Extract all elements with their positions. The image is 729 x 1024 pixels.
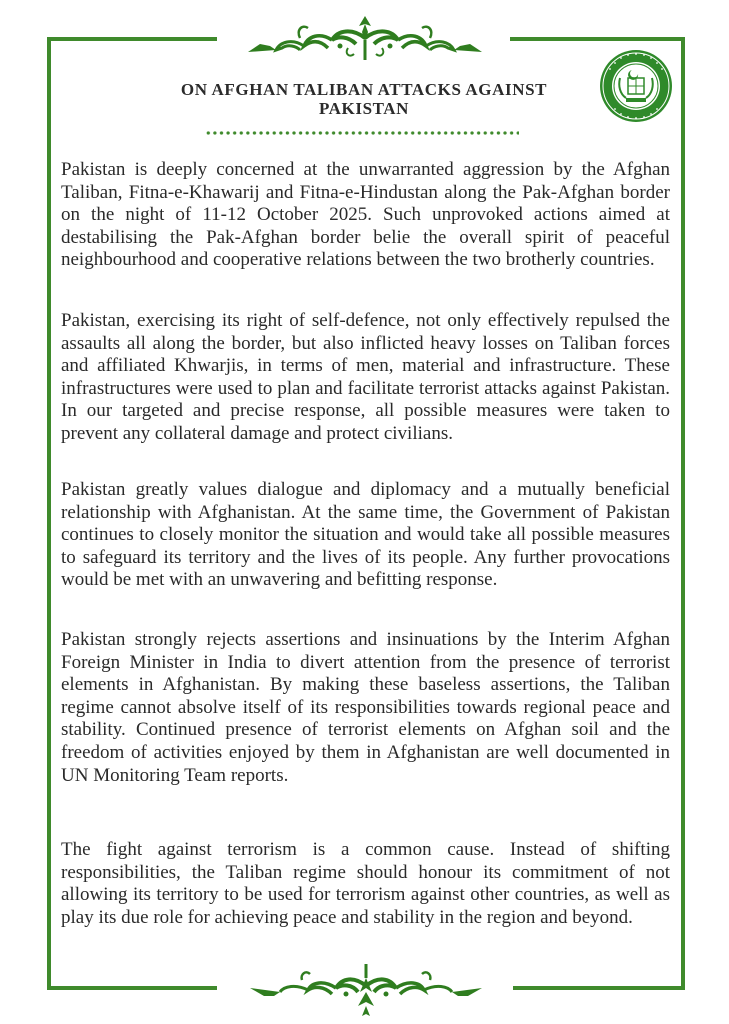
frame-left [47,37,51,990]
dotted-divider [205,131,519,135]
frame-right [681,37,685,990]
paragraph-2: Pakistan, exercising its right of self-defence, not only effectively repulsed the assaults all along the border, but also inflicted heavy losses on Taliban forces and affiliated Khwarjis, in terms of men, material and infrastructure. These infrastructures were used to plan and facilitate terrorist attacks against Pakistan. In our targeted and precise response, all possible measures were taken to prevent any collateral damage and protect civilians. [61,310,670,444]
top-flourish-ornament [240,12,490,64]
frame-top-right [510,37,685,41]
ministry-seal-logo [598,48,674,124]
bottom-flourish-ornament [242,962,490,1018]
document-title [120,80,608,118]
frame-bottom-right [513,986,685,990]
paragraph-5: The fight against terrorism is a common cause. Instead of shifting responsibilities, the Taliban regime should honour its commitment of not allowing its territory to be used for terrorism against other countries, as well as play its due role for achieving peace and stability in the region and beyond. [61,839,670,928]
title-line-2: PAKISTAN [318,99,410,118]
paragraph-1: Pakistan is deeply concerned at the unwarranted aggression by the Afghan Taliban, Fitna-e-Khawarij and Fitna-e-Hindustan along the Pak-Afghan border on the night of 11-12 October 2025. Such unprovoked actions aimed at destabilising the Pak-Afghan border belie the overall spirit of peaceful neighbourhood and cooperative relations between the two brotherly countries. [61,159,670,271]
paragraph-3: Pakistan greatly values dialogue and diplomacy and a mutually beneficial relationship with Afghanistan. At the same time, the Government of Pakistan continues to closely monitor the situation and would take all possible measures to safeguard its territory and the lives of its people. Any further provocations would be met with an unwavering and befitting response. [61,479,670,591]
title-line-1: ON AFGHAN TALIBAN ATTACKS AGAINST [180,80,548,99]
frame-bottom-left [47,986,217,990]
paragraph-4: Pakistan strongly rejects assertions and insinuations by the Interim Afghan Foreign Minister in India to divert attention from the presence of terrorist elements in Afghanistan. By making these baseless assertions, the Taliban regime cannot absolve itself of its responsibilities towards regional peace and stability. Continued presence of terrorist elements on Afghan soil and the freedom of activities enjoyed by them in Afghanistan are well documented in UN Monitoring Team reports. [61,629,670,786]
frame-top-left [47,37,217,41]
